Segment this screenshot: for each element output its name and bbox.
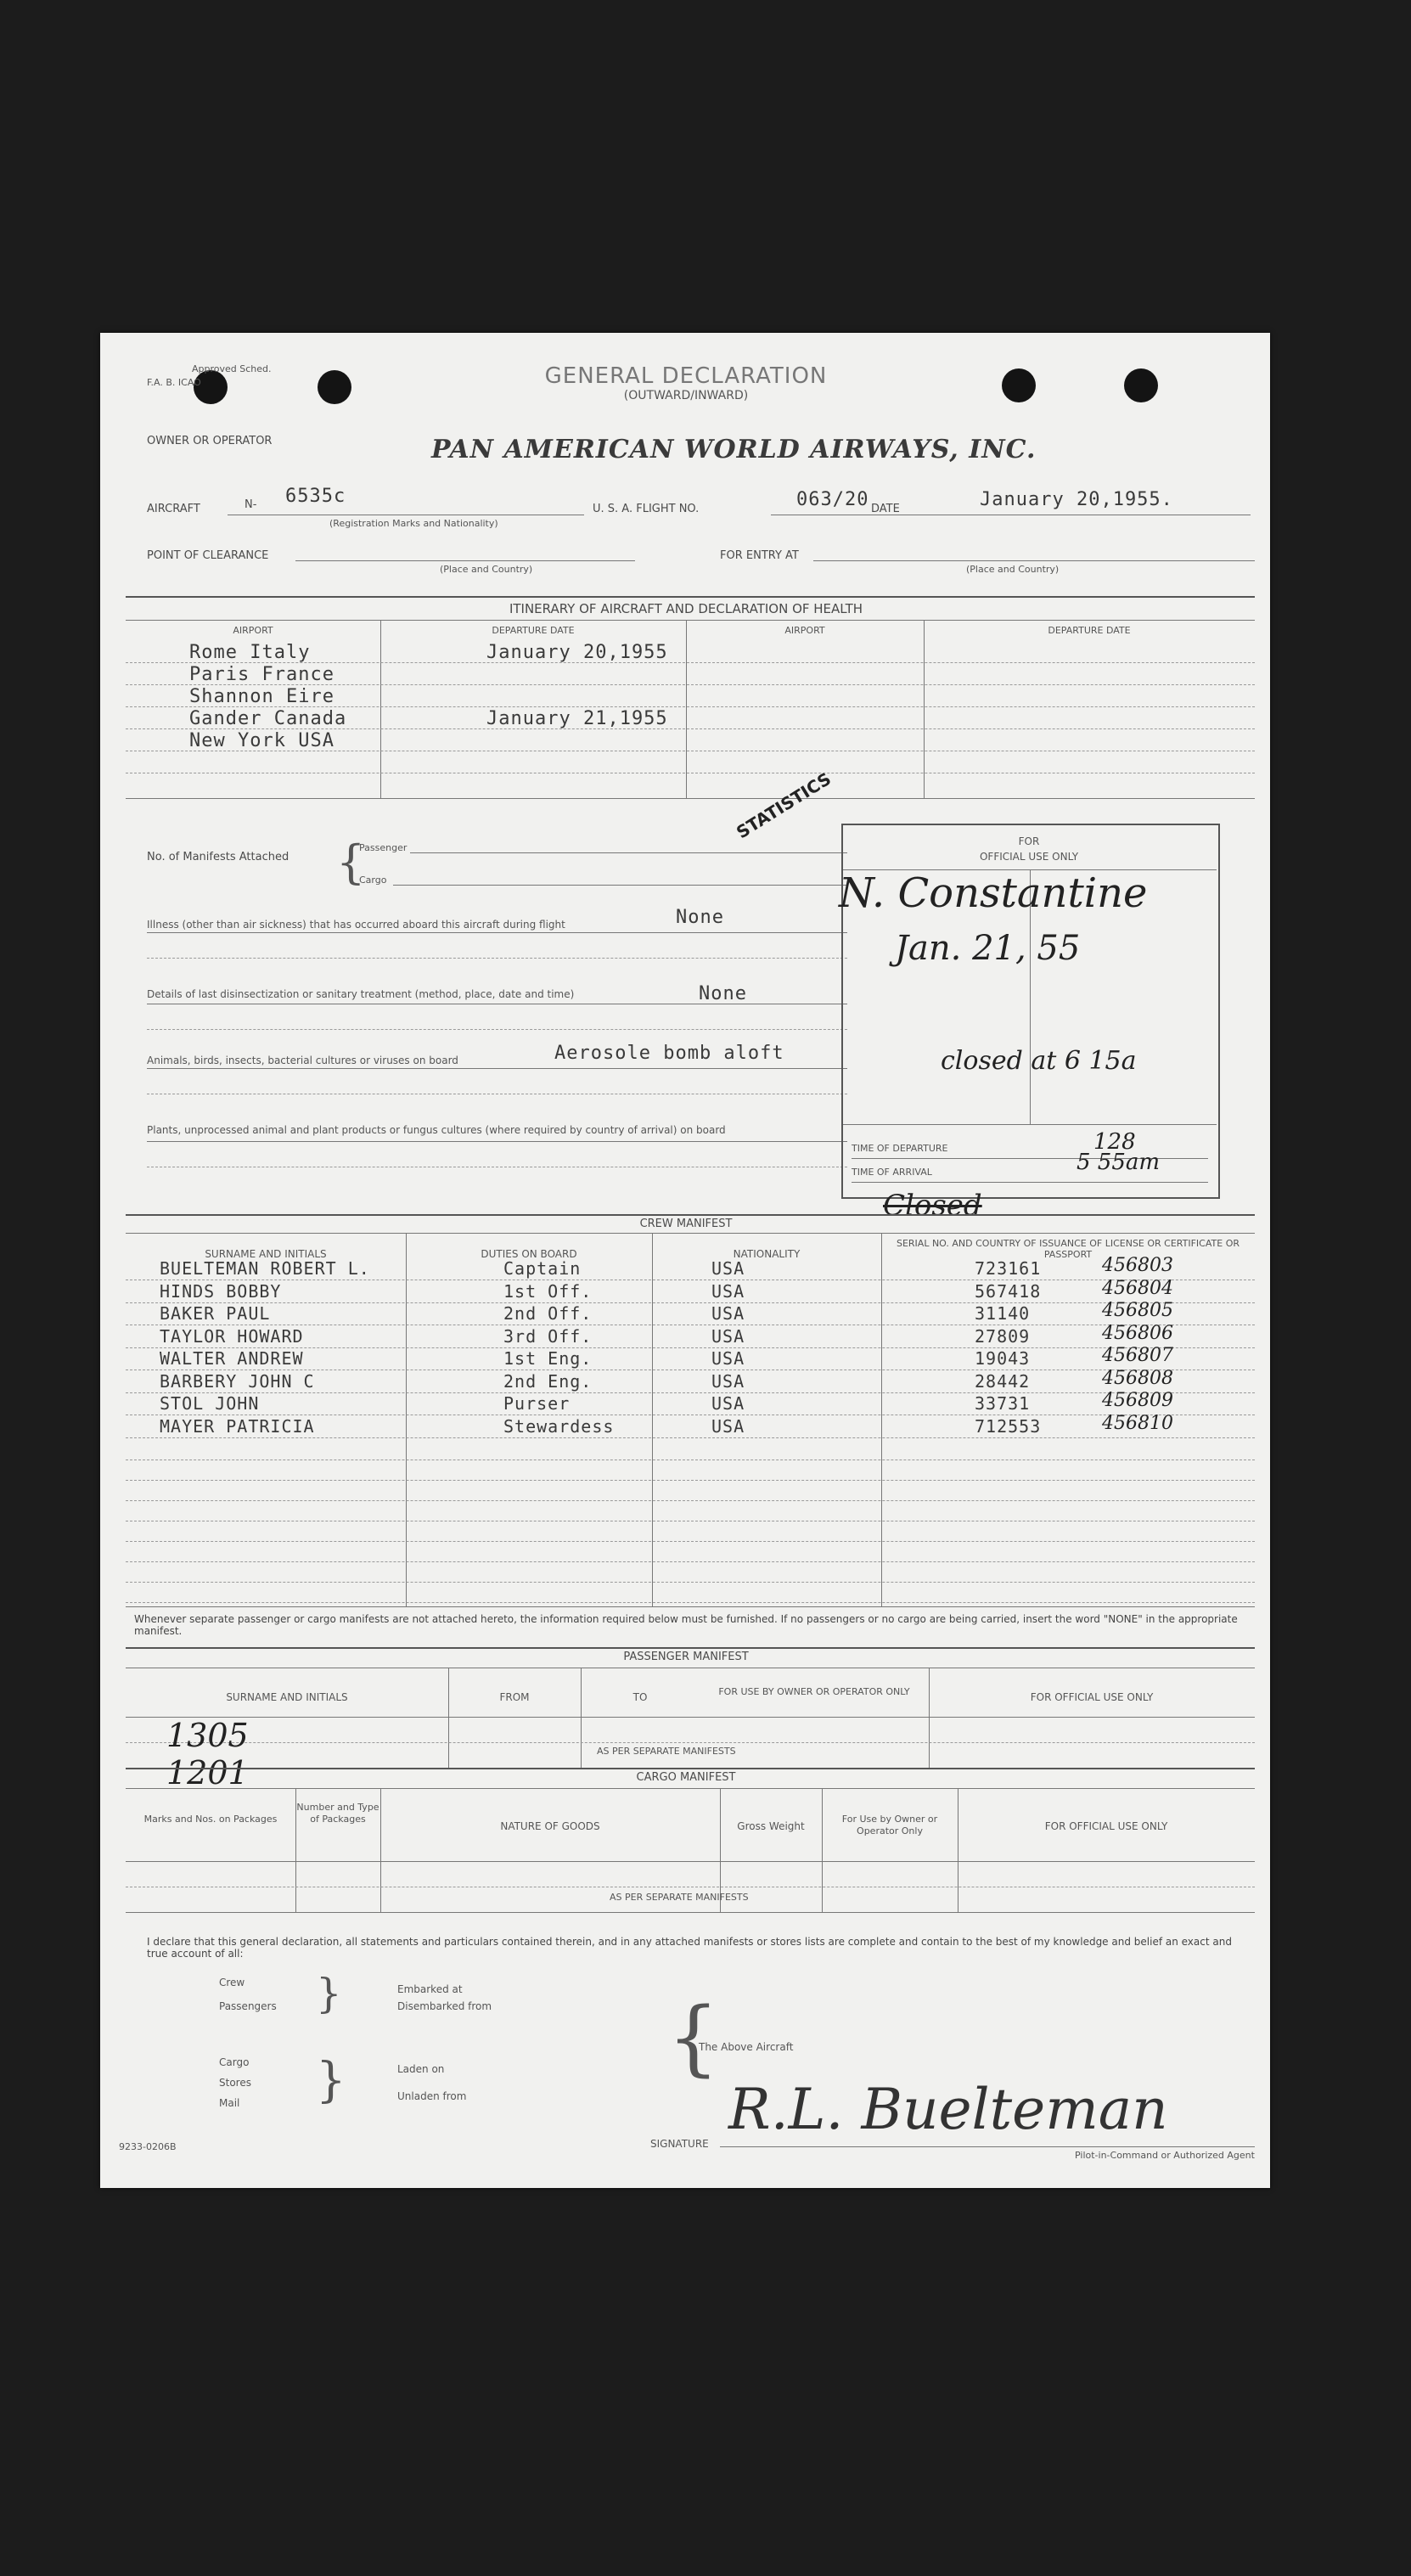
crew-serial: 27809 — [975, 1325, 1031, 1347]
above-aircraft-label: The Above Aircraft — [699, 2041, 794, 2053]
passenger-handwriting-1: 1305 — [166, 1717, 249, 1754]
time-departure-label: TIME OF DEPARTURE — [852, 1143, 948, 1154]
operator-name: PAN AMERICAN WORLD AIRWAYS, INC. — [431, 435, 1037, 464]
punch-hole — [318, 370, 351, 404]
decl-laden: Laden on — [397, 2063, 445, 2075]
crew-row-rule — [126, 1392, 1255, 1393]
crew-serial-handwritten: 456803 — [1102, 1255, 1173, 1276]
illness-label: Illness (other than air sickness) that has occurred aboard this aircraft during flight — [147, 919, 565, 931]
crew-row-rule — [126, 1561, 1255, 1562]
crew-name: BARBERY JOHN C — [160, 1370, 315, 1392]
itinerary-date: January 20,1955 — [486, 642, 668, 663]
crew-row-rule — [126, 1500, 1255, 1501]
clearance-label: POINT OF CLEARANCE — [147, 549, 269, 562]
crew-row-rule — [126, 1302, 1255, 1303]
itinerary-airport: Shannon Eire — [189, 686, 334, 707]
form-number: 9233-0206B — [119, 2141, 177, 2152]
approval-note: Approved Sched. — [192, 363, 272, 374]
declaration-form — [100, 333, 1270, 2188]
crew-row-rule — [126, 1602, 1255, 1603]
crew-title: CREW MANIFEST — [639, 1218, 733, 1230]
aircraft-registration: 6535c — [285, 486, 346, 507]
crew-col-name: SURNAME AND INITIALS — [205, 1248, 327, 1260]
manifest-note: Whenever separate passenger or cargo manifests are not attached hereto, the information required below must be furnished. If no passengers or no cargo are being carried, insert the word "NONE" in the appropriate manifest. — [134, 1613, 1238, 1637]
crew-nationality: USA — [711, 1348, 745, 1369]
crew-serial-handwritten: 456804 — [1102, 1277, 1173, 1299]
crew-row-rule — [126, 1437, 1255, 1438]
crew-name: BUELTEMAN ROBERT L. — [160, 1258, 370, 1279]
brace: { — [667, 1990, 720, 2085]
cargo-col-owner: For Use by Owner or Operator Only — [841, 1814, 938, 1836]
aircraft-label: AIRCRAFT — [147, 503, 200, 515]
date-label: DATE — [871, 503, 900, 515]
statistics-stamp: STATISTICS — [733, 768, 835, 843]
cargo-col-number: Number and Type of Packages — [296, 1802, 379, 1825]
form-title: GENERAL DECLARATION — [544, 363, 828, 389]
crew-row-rule — [126, 1541, 1255, 1542]
crew-serial: 567418 — [975, 1280, 1042, 1302]
captain-signature: R.L. Buelteman — [728, 2077, 1168, 2142]
plants-label: Plants, unprocessed animal and plant products or fungus cultures (where required by country of arrival) on board — [147, 1124, 726, 1136]
crew-serial: 723161 — [975, 1258, 1042, 1279]
crew-serial: 31140 — [975, 1303, 1031, 1324]
time-arrival-label: TIME OF ARRIVAL — [852, 1167, 932, 1178]
cargo-label: Cargo — [359, 875, 387, 886]
passenger-separate: AS PER SEPARATE MANIFESTS — [597, 1746, 736, 1757]
crew-col-nationality: NATIONALITY — [733, 1248, 801, 1260]
decl-embarked: Embarked at — [397, 1983, 463, 1995]
crew-name: MAYER PATRICIA — [160, 1415, 315, 1437]
crew-serial-handwritten: 456806 — [1102, 1322, 1173, 1344]
brace: { — [336, 835, 366, 889]
itinerary-airport: Rome Italy — [189, 642, 311, 663]
flight-number: 063/20 — [796, 489, 869, 510]
crew-name: BAKER PAUL — [160, 1303, 271, 1324]
decl-disembarked: Disembarked from — [397, 2000, 492, 2012]
disinsection-value: None — [699, 983, 747, 1004]
crew-serial: 33731 — [975, 1393, 1031, 1414]
itinerary-airport: New York USA — [189, 730, 334, 751]
crew-duty: 2nd Eng. — [503, 1370, 593, 1392]
official-handwriting-date: Jan. 21, 55 — [895, 929, 1081, 968]
official-handwriting-name: N. Constantine — [839, 869, 1148, 917]
crew-serial-handwritten: 456805 — [1102, 1300, 1173, 1321]
punch-hole — [1002, 368, 1036, 402]
crew-duty: Purser — [503, 1393, 571, 1414]
passenger-label: Passenger — [359, 842, 408, 853]
passenger-col-to: TO — [632, 1691, 648, 1703]
crew-name: WALTER ANDREW — [160, 1348, 304, 1369]
crew-serial: 712553 — [975, 1415, 1042, 1437]
decl-crew: Crew — [219, 1977, 245, 1988]
cargo-col-official: FOR OFFICIAL USE ONLY — [1044, 1820, 1168, 1832]
crew-name: TAYLOR HOWARD — [160, 1325, 304, 1347]
crew-nationality: USA — [711, 1280, 745, 1302]
crew-duty: Stewardess — [503, 1415, 615, 1437]
crew-serial-handwritten: 456810 — [1102, 1412, 1173, 1434]
passenger-col-owner: FOR USE BY OWNER OR OPERATOR ONLY — [718, 1686, 910, 1697]
itinerary-title: ITINERARY OF AIRCRAFT AND DECLARATION OF HEALTH — [509, 601, 863, 616]
time-departure-value: 128 — [1093, 1129, 1136, 1155]
place-country-2: (Place and Country) — [966, 564, 1060, 575]
passenger-col-official: FOR OFFICIAL USE ONLY — [1030, 1691, 1154, 1703]
aircraft-sub: (Registration Marks and Nationality) — [329, 518, 498, 529]
decl-stores: Stores — [219, 2077, 251, 2089]
owner-label: OWNER OR OPERATOR — [147, 435, 273, 447]
struck-handwriting: Closed — [883, 1189, 982, 1223]
crew-col-duties: DUTIES ON BOARD — [481, 1248, 577, 1260]
animals-value: Aerosole bomb aloft — [554, 1043, 784, 1064]
official-heading-1: FOR — [1018, 835, 1040, 847]
official-handwriting-closed: closed at 6 15a — [941, 1046, 1137, 1076]
official-heading-2: OFFICIAL USE ONLY — [979, 851, 1079, 863]
pilot-label: Pilot-in-Command or Authorized Agent — [1075, 2150, 1255, 2161]
crew-serial: 19043 — [975, 1348, 1031, 1369]
crew-name: HINDS BOBBY — [160, 1280, 282, 1302]
usa-flight-label: U. S. A. FLIGHT NO. — [593, 503, 700, 515]
passenger-handwriting-2: 1201 — [166, 1754, 249, 1791]
crew-serial-handwritten: 456808 — [1102, 1367, 1173, 1389]
crew-serial-handwritten: 456809 — [1102, 1390, 1173, 1411]
cargo-separate: AS PER SEPARATE MANIFESTS — [610, 1892, 749, 1903]
crew-nationality: USA — [711, 1393, 745, 1414]
crew-serial: 28442 — [975, 1370, 1031, 1392]
crew-duty: 1st Off. — [503, 1280, 593, 1302]
signature-label: SIGNATURE — [650, 2138, 709, 2150]
crew-row-rule — [126, 1480, 1255, 1481]
flight-date: January 20,1955. — [980, 489, 1173, 510]
cargo-col-marks: Marks and Nos. on Packages — [143, 1814, 278, 1825]
crew-col-serial: SERIAL NO. AND COUNTRY OF ISSUANCE OF LICENSE OR CERTIFICATE OR PASSPORT — [896, 1238, 1240, 1260]
brace: } — [316, 1970, 342, 2017]
crew-nationality: USA — [711, 1370, 745, 1392]
col-airport-2: AIRPORT — [784, 625, 825, 636]
passenger-col-from: FROM — [499, 1691, 530, 1703]
illness-value: None — [676, 907, 724, 928]
place-country-1: (Place and Country) — [440, 564, 533, 575]
declaration-text: I declare that this general declaration, all statements and particulars contained therein, and in any attached manifests or stores lists are complete and contain to the best of my knowledge and belief an exact and true account of all: — [147, 1936, 1232, 1960]
crew-nationality: USA — [711, 1303, 745, 1324]
passenger-title: PASSENGER MANIFEST — [623, 1651, 749, 1663]
manifests-label: No. of Manifests Attached — [147, 851, 290, 863]
decl-cargo: Cargo — [219, 2056, 250, 2068]
crew-duty: 2nd Off. — [503, 1303, 593, 1324]
brace: } — [316, 2053, 346, 2108]
crew-row-rule — [126, 1582, 1255, 1583]
decl-passengers: Passengers — [219, 2000, 277, 2012]
crew-nationality: USA — [711, 1325, 745, 1347]
disinsection-label: Details of last disinsectization or sanitary treatment (method, place, date and time) — [147, 988, 575, 1000]
cargo-title: CARGO MANIFEST — [636, 1771, 736, 1784]
approval-note-2: F.A. B. ICAO — [147, 377, 201, 388]
animals-label: Animals, birds, insects, bacterial cultures or viruses on board — [147, 1055, 458, 1066]
crew-name: STOL JOHN — [160, 1393, 260, 1414]
passenger-col-name: SURNAME AND INITIALS — [226, 1691, 348, 1703]
itinerary-airport: Gander Canada — [189, 708, 347, 729]
crew-duty: 1st Eng. — [503, 1348, 593, 1369]
col-departure-date-2: DEPARTURE DATE — [1048, 625, 1131, 636]
cargo-col-weight: Gross Weight — [737, 1820, 805, 1832]
crew-nationality: USA — [711, 1258, 745, 1279]
entry-label: FOR ENTRY AT — [720, 549, 799, 562]
col-departure-date: DEPARTURE DATE — [492, 625, 575, 636]
itinerary-date: January 21,1955 — [486, 708, 668, 729]
time-arrival-value: 5 55am — [1077, 1150, 1161, 1175]
itinerary-airport: Paris France — [189, 664, 334, 685]
crew-duty: 3rd Off. — [503, 1325, 593, 1347]
form-subtitle: (OUTWARD/INWARD) — [623, 389, 749, 402]
decl-unladen: Unladen from — [397, 2090, 467, 2102]
cargo-col-nature: NATURE OF GOODS — [500, 1820, 600, 1832]
punch-hole — [1124, 368, 1158, 402]
aircraft-prefix: N- — [245, 498, 257, 511]
crew-duty: Captain — [503, 1258, 582, 1279]
crew-serial-handwritten: 456807 — [1102, 1345, 1173, 1366]
crew-nationality: USA — [711, 1415, 745, 1437]
decl-mail: Mail — [219, 2097, 240, 2109]
col-airport: AIRPORT — [233, 625, 273, 636]
